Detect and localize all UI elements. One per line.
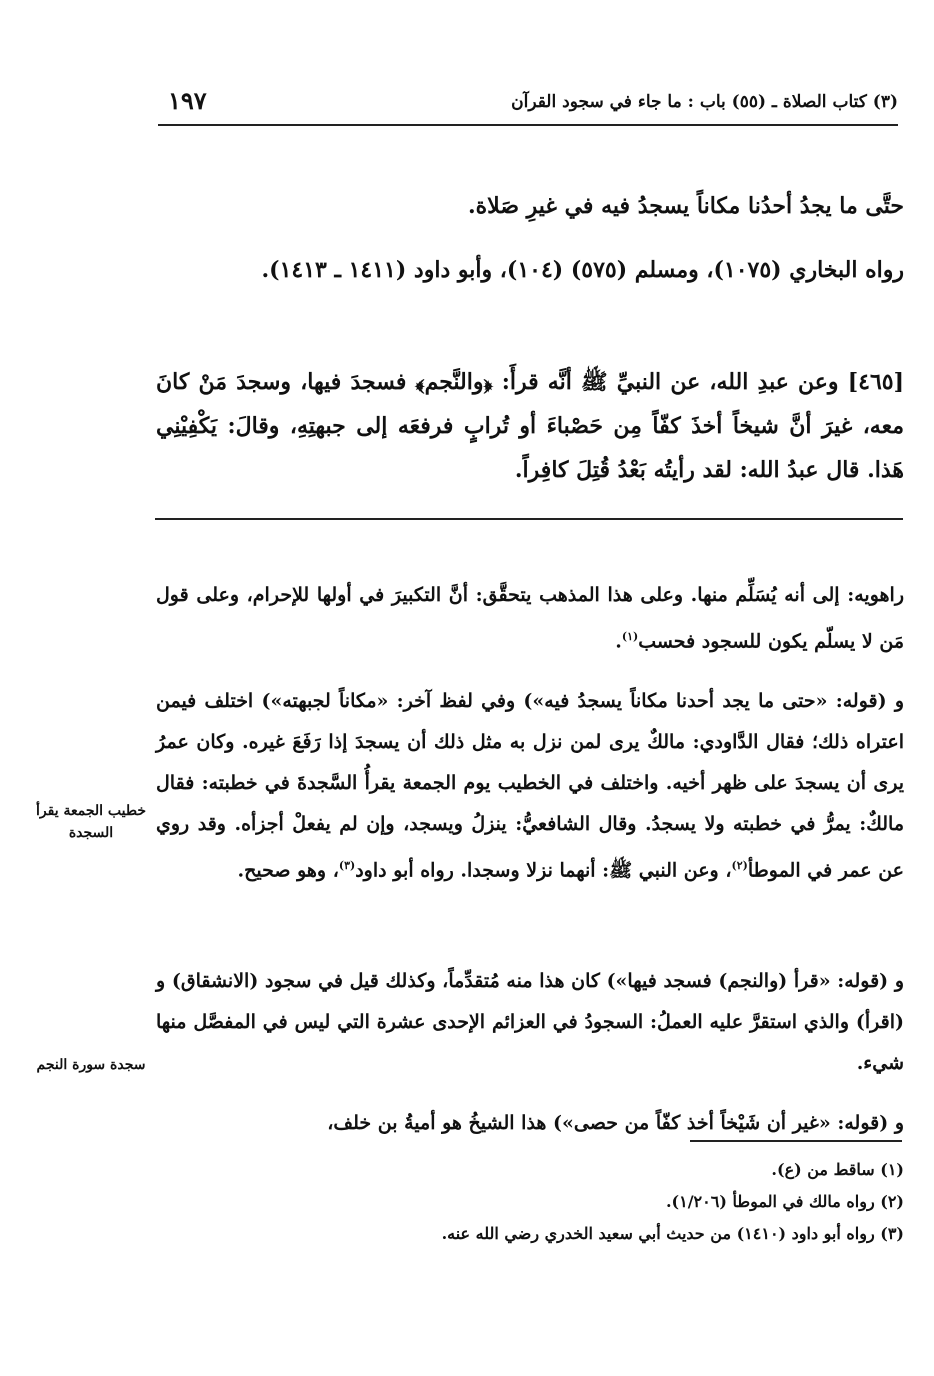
- footnote: (٣) رواه أبو داود (١٤١٠) من حديث أبي سعيد الخدري رضي الله عنه.: [441, 1224, 904, 1243]
- commentary-text: و (قوله: «حتى ما يجد أحدنا مكاناً يسجدُ فيه») وفي لفظ آخر: «مكاناً لجبهته») اختلف فيمن اعتراه ذلك؛ فقال الدَّاودي: مالكٌ يرى لمن نزل به مثل ذلك أن يسجدَ إذا رَفَعَ غيره. وكان عمرُ يرى أن يسجدَ على ظهر أخيه. واختلف في الخطيب يوم الجمعة يقرأُ السَّجدةَ في خطبته: فقال مالكٌ: يمرُّ في خطبته ولا يسجدُ. وقال الشافعيُّ: ينزلُ ويسجد، وإن لم يفعلْ أجزأه. وقد روي عن عمر في الموطأ: [156, 690, 904, 882]
- footnote: (١) ساقط من (ع).: [771, 1160, 904, 1179]
- footnote-ref: (٢): [731, 859, 748, 872]
- hadith-text-end: حتَّى ما يجدُ أحدُنا مكاناً يسجدُ فيه في غيرِ صَلاة.: [468, 193, 904, 219]
- commentary-paragraph: و (قوله: «قرأ (والنجم) فسجد فيها») كان هذا منه مُتقدِّماً، وكذلك قيل في سجود (الانشقاق) و (اقرأ) والذي استقرَّ عليه العملُ: السجودُ في العزائم الإحدى عشرة التي ليس في المفصَّل منها شيء.: [156, 970, 904, 1074]
- commentary-text: ، وعن النبي ﷺ: أنهما نزلا وسجدا. رواه أبو داود: [355, 859, 732, 882]
- running-title: (٣) كتاب الصلاة ـ (٥٥) باب : ما جاء في سجود القرآن: [511, 92, 898, 112]
- page-number: ١٩٧: [168, 86, 207, 115]
- footnote-divider: [690, 1140, 902, 1142]
- footnotes: [156, 1154, 904, 1250]
- commentary-paragraph: [156, 575, 904, 662]
- footnote-ref: (١): [621, 630, 639, 643]
- margin-note: خطيب الجمعة يقرأ السجدة: [36, 803, 146, 841]
- header-divider: [158, 124, 898, 126]
- footnote-ref: (٣): [338, 859, 356, 872]
- commentary-paragraph: و (قوله: «غير أن شَيْخاً أخذ كفّاً من حصى») هذا الشيخُ هو أميةُ بن خلف،: [327, 1112, 904, 1134]
- commentary-paragraph: [156, 681, 904, 891]
- hadith-citation: رواه البخاري (١٠٧٥)، ومسلم (٥٧٥) (١٠٤)، وأبو داود (١٤١١ ـ ١٤١٣).: [261, 257, 904, 283]
- margin-note: سجدة سورة النجم: [36, 1057, 146, 1073]
- page-header: [158, 86, 898, 120]
- section-divider: [155, 518, 903, 520]
- commentary-text: .: [615, 630, 622, 653]
- footnote: (٢) رواه مالك في الموطأ (١/٢٠٦).: [665, 1192, 904, 1211]
- hadith-465: [٤٦٥] وعن عبدِ الله، عن النبيِّ ﷺ أنَّه قرأَ: ﴿والنَّجم﴾ فسجدَ فيها، وسجدَ مَنْ كانَ معه، غيرَ أنَّ شيخاً أخذَ كفّاً مِن حَصْباءَ أو تُرابٍ فرفعَه إلى جبهتِهِ، وقالَ: يَكْفِيْنِي هَذا. قال عبدُ الله: لقد رأيتُه بَعْدُ قُتِلَ كافِراً.: [156, 369, 904, 483]
- commentary-text: راهويه: إلى أنه يُسَلِّم منها. وعلى هذا المذهب يتحقَّق: أنَّ التكبيرَ في أولها للإحرام، وعلى قول مَن لا يسلّم يكون للسجود فحسب: [156, 584, 904, 653]
- commentary-text: ، وهو صحيح.: [237, 859, 339, 882]
